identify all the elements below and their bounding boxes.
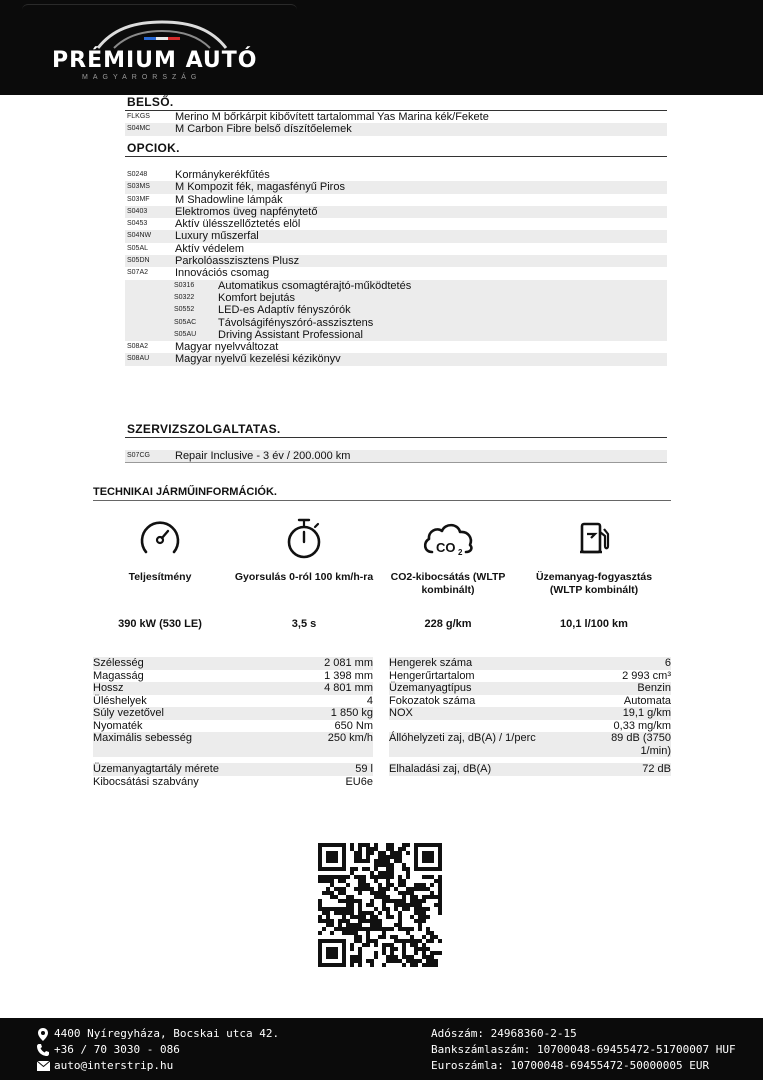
option-label: Luxury műszerfal bbox=[175, 230, 259, 243]
table-row bbox=[93, 682, 373, 695]
row-label: Üzemanyagtartály mérete bbox=[93, 763, 219, 775]
footer-address-line bbox=[36, 1026, 279, 1042]
option-label: M Kompozit fék, magasfényű Piros bbox=[175, 181, 345, 194]
table-row bbox=[389, 682, 671, 695]
divider bbox=[93, 500, 671, 501]
row-value: EU6e bbox=[345, 775, 373, 788]
option-label: Merino M bőrkárpit kibővített tartalommal Yas Marina kék/Fekete bbox=[175, 111, 489, 123]
row-label: Szélesség bbox=[93, 657, 144, 669]
option-label: Kormánykerékfűtés bbox=[175, 169, 270, 181]
row-value: Benzin bbox=[637, 682, 671, 694]
option-code: S07CG bbox=[127, 452, 150, 459]
option-code: S03MF bbox=[127, 195, 150, 203]
spec-value: 228 g/km bbox=[424, 618, 472, 630]
option-code: S0316 bbox=[174, 281, 195, 289]
divider bbox=[125, 462, 667, 463]
car-silhouette-icon bbox=[92, 18, 232, 52]
section-title: SZERVIZSZOLGALTATAS. bbox=[127, 422, 281, 436]
footer-email-line bbox=[36, 1058, 279, 1074]
row-value: 650 Nm bbox=[334, 719, 373, 732]
location-pin-icon bbox=[36, 1028, 50, 1041]
envelope-icon bbox=[36, 1061, 50, 1071]
row-label: Elhaladási zaj, dB(A) bbox=[389, 763, 492, 775]
option-label: Innovációs csomag bbox=[175, 267, 270, 280]
table-row bbox=[93, 695, 373, 708]
option-label: Komfort bejutás bbox=[218, 291, 296, 304]
option-label: Repair Inclusive - 3 év / 200.000 km bbox=[175, 450, 351, 462]
option-label: M Shadowline lámpák bbox=[175, 193, 283, 206]
row-label: Fokozatok száma bbox=[389, 694, 476, 707]
row-label: Üléshelyek bbox=[93, 694, 147, 707]
spec-value: 10,1 l/100 km bbox=[560, 618, 628, 630]
row-label: Súly vezetővel bbox=[93, 707, 164, 719]
package-item bbox=[125, 292, 667, 304]
row-value: 89 dB (3750 1/min) bbox=[611, 732, 671, 757]
tech-table-left bbox=[93, 657, 373, 788]
option-code: S07A2 bbox=[127, 269, 149, 277]
option-label: Magyar nyelvváltozat bbox=[175, 341, 279, 354]
footer-billing bbox=[431, 1026, 736, 1074]
opciok-list bbox=[125, 169, 667, 280]
footer-email[interactable]: auto@interstrip.hu bbox=[54, 1059, 174, 1072]
option-code: S0552 bbox=[174, 306, 195, 314]
option-code: FLKGS bbox=[127, 113, 150, 120]
option-label: Parkolóasszisztens Plusz bbox=[175, 255, 300, 268]
option-code: S0403 bbox=[127, 207, 148, 215]
option-code: S05AU bbox=[174, 330, 197, 338]
row-value: 250 km/h bbox=[327, 732, 373, 744]
option-label: M Carbon Fibre belső díszítőelemek bbox=[175, 123, 352, 136]
footer-euro: Euroszámla: 10700048-69455472-50000005 EUR bbox=[431, 1059, 710, 1072]
spec-fuel bbox=[519, 515, 669, 630]
section-opciok bbox=[125, 141, 667, 366]
row-value: 4 801 mm bbox=[324, 682, 373, 694]
table-row bbox=[93, 657, 373, 670]
row-label: Kibocsátási szabvány bbox=[93, 775, 199, 788]
footer-contact bbox=[36, 1026, 279, 1074]
section-title: BELSŐ. bbox=[127, 95, 174, 109]
package-item bbox=[125, 329, 667, 341]
option-code: S05AC bbox=[174, 318, 197, 326]
row-label: Hengerek száma bbox=[389, 657, 473, 669]
package-item bbox=[125, 317, 667, 329]
list-item bbox=[125, 123, 667, 135]
option-code: S05DN bbox=[127, 257, 150, 265]
row-label: Hossz bbox=[93, 682, 124, 694]
speedometer-icon bbox=[138, 518, 182, 558]
table-row bbox=[389, 763, 671, 776]
phone-icon bbox=[36, 1044, 50, 1056]
package-sublist bbox=[125, 280, 667, 341]
szerviz-list bbox=[125, 450, 667, 462]
fuel-pump-icon bbox=[574, 518, 614, 558]
footer-phone[interactable]: +36 / 70 3030 - 086 bbox=[54, 1043, 180, 1056]
row-label: Maximális sebesség bbox=[93, 732, 193, 744]
package-item bbox=[125, 304, 667, 316]
section-title: OPCIOK. bbox=[127, 141, 180, 155]
list-item bbox=[125, 255, 667, 267]
row-value: 2 081 mm bbox=[324, 657, 373, 669]
list-item bbox=[125, 230, 667, 242]
list-item bbox=[125, 206, 667, 218]
option-code: S08AU bbox=[127, 355, 150, 363]
row-value: 6 bbox=[664, 657, 671, 669]
option-code: S0453 bbox=[127, 220, 148, 228]
table-row bbox=[389, 670, 671, 683]
table-row bbox=[389, 720, 671, 733]
table-row bbox=[93, 732, 373, 757]
row-label: Magasság bbox=[93, 669, 144, 682]
spec-acceleration bbox=[229, 515, 379, 630]
footer-bank: Bankszámlaszám: 10700048-69455472-51700007 HUF bbox=[431, 1043, 736, 1056]
tech-table-right bbox=[389, 657, 671, 776]
option-code: S04NW bbox=[127, 232, 152, 240]
opciok-tail-list bbox=[125, 341, 667, 366]
table-row bbox=[93, 720, 373, 733]
footer bbox=[0, 1018, 763, 1080]
option-code: S05AL bbox=[127, 244, 149, 252]
spec-name: Teljesítmény bbox=[128, 571, 192, 583]
brand-subtitle: MAGYARORSZÁG bbox=[82, 74, 202, 81]
option-code: S0248 bbox=[127, 171, 148, 178]
footer-address: 4400 Nyíregyháza, Bocskai utca 42. bbox=[54, 1027, 280, 1040]
list-item bbox=[125, 181, 667, 193]
list-item bbox=[125, 243, 667, 255]
option-label: Magyar nyelvű kezelési kézikönyv bbox=[175, 353, 341, 366]
row-value: 4 bbox=[366, 694, 373, 707]
spec-name: CO2-kibocsátás (WLTP kombinált) bbox=[390, 571, 506, 596]
list-item bbox=[125, 111, 667, 123]
table-row bbox=[389, 707, 671, 720]
co2-cloud-icon bbox=[420, 518, 476, 558]
option-label: Driving Assistant Professional bbox=[218, 328, 363, 341]
row-value: 0,33 mg/km bbox=[613, 719, 671, 732]
option-label: Aktív ülésszellőztetés elöl bbox=[175, 218, 301, 231]
row-value: 59 l bbox=[355, 763, 373, 775]
row-value: 2 993 cm³ bbox=[622, 669, 671, 682]
row-label: Üzemanyagtípus bbox=[389, 682, 472, 694]
list-item bbox=[125, 169, 667, 181]
section-belso bbox=[125, 95, 667, 136]
spec-power bbox=[85, 515, 235, 630]
option-label: Elektromos üveg napfénytető bbox=[175, 205, 318, 218]
table-row bbox=[389, 657, 671, 670]
option-code: S04MC bbox=[127, 125, 151, 133]
option-label: LED-es Adaptív fényszórók bbox=[218, 304, 351, 317]
spec-value: 390 kW (530 LE) bbox=[118, 618, 202, 630]
brand-logo bbox=[52, 18, 272, 84]
table-row bbox=[93, 707, 373, 720]
row-value: Automata bbox=[623, 694, 671, 707]
list-item bbox=[125, 218, 667, 230]
footer-phone-line bbox=[36, 1042, 279, 1058]
row-value: 1 398 mm bbox=[324, 669, 373, 682]
spec-co2 bbox=[373, 515, 523, 630]
list-item bbox=[125, 267, 667, 279]
row-label: Állóhelyzeti zaj, dB(A) / 1/perc bbox=[389, 732, 536, 744]
qr-code-icon bbox=[318, 843, 442, 967]
belso-list bbox=[125, 111, 667, 136]
stopwatch-icon bbox=[284, 517, 324, 559]
option-label: Távolságifényszóró-asszisztens bbox=[218, 316, 374, 329]
package-item bbox=[125, 280, 667, 292]
table-row bbox=[93, 776, 373, 789]
list-item bbox=[125, 450, 667, 462]
row-label: Nyomaték bbox=[93, 719, 143, 732]
brand-title: PRÉMIUM AUTÓ bbox=[52, 48, 258, 73]
row-value: 72 dB bbox=[642, 763, 671, 775]
table-row bbox=[93, 763, 373, 776]
spec-value: 3,5 s bbox=[291, 618, 317, 630]
table-row bbox=[389, 695, 671, 708]
row-value: 19,1 g/km bbox=[622, 707, 671, 719]
footer-tax: Adószám: 24968360-2-15 bbox=[431, 1027, 577, 1040]
svg-text:CO: CO bbox=[436, 540, 456, 555]
list-item bbox=[125, 341, 667, 353]
row-label: NOX bbox=[389, 707, 413, 719]
row-label: Hengerűrtartalom bbox=[389, 669, 475, 682]
spec-name: Gyorsulás 0-ról 100 km/h-ra bbox=[234, 571, 374, 583]
list-item bbox=[125, 353, 667, 365]
option-label: Aktív védelem bbox=[175, 242, 245, 255]
tech-title: TECHNIKAI JÁRMŰINFORMÁCIÓK. bbox=[93, 486, 277, 498]
section-szerviz bbox=[125, 422, 667, 463]
row-value: 1 850 kg bbox=[330, 707, 373, 719]
option-label: Automatikus csomagtérajtó-működtetés bbox=[218, 279, 412, 292]
svg-text:2: 2 bbox=[458, 548, 463, 557]
table-row bbox=[93, 670, 373, 683]
qr-code[interactable] bbox=[318, 843, 442, 972]
table-row bbox=[389, 732, 671, 757]
option-code: S0322 bbox=[174, 293, 195, 301]
list-item bbox=[125, 194, 667, 206]
spec-name: Üzemanyag-fogyasztás (WLTP kombinált) bbox=[535, 571, 653, 596]
option-code: S03MS bbox=[127, 183, 150, 191]
option-code: S08A2 bbox=[127, 343, 149, 351]
